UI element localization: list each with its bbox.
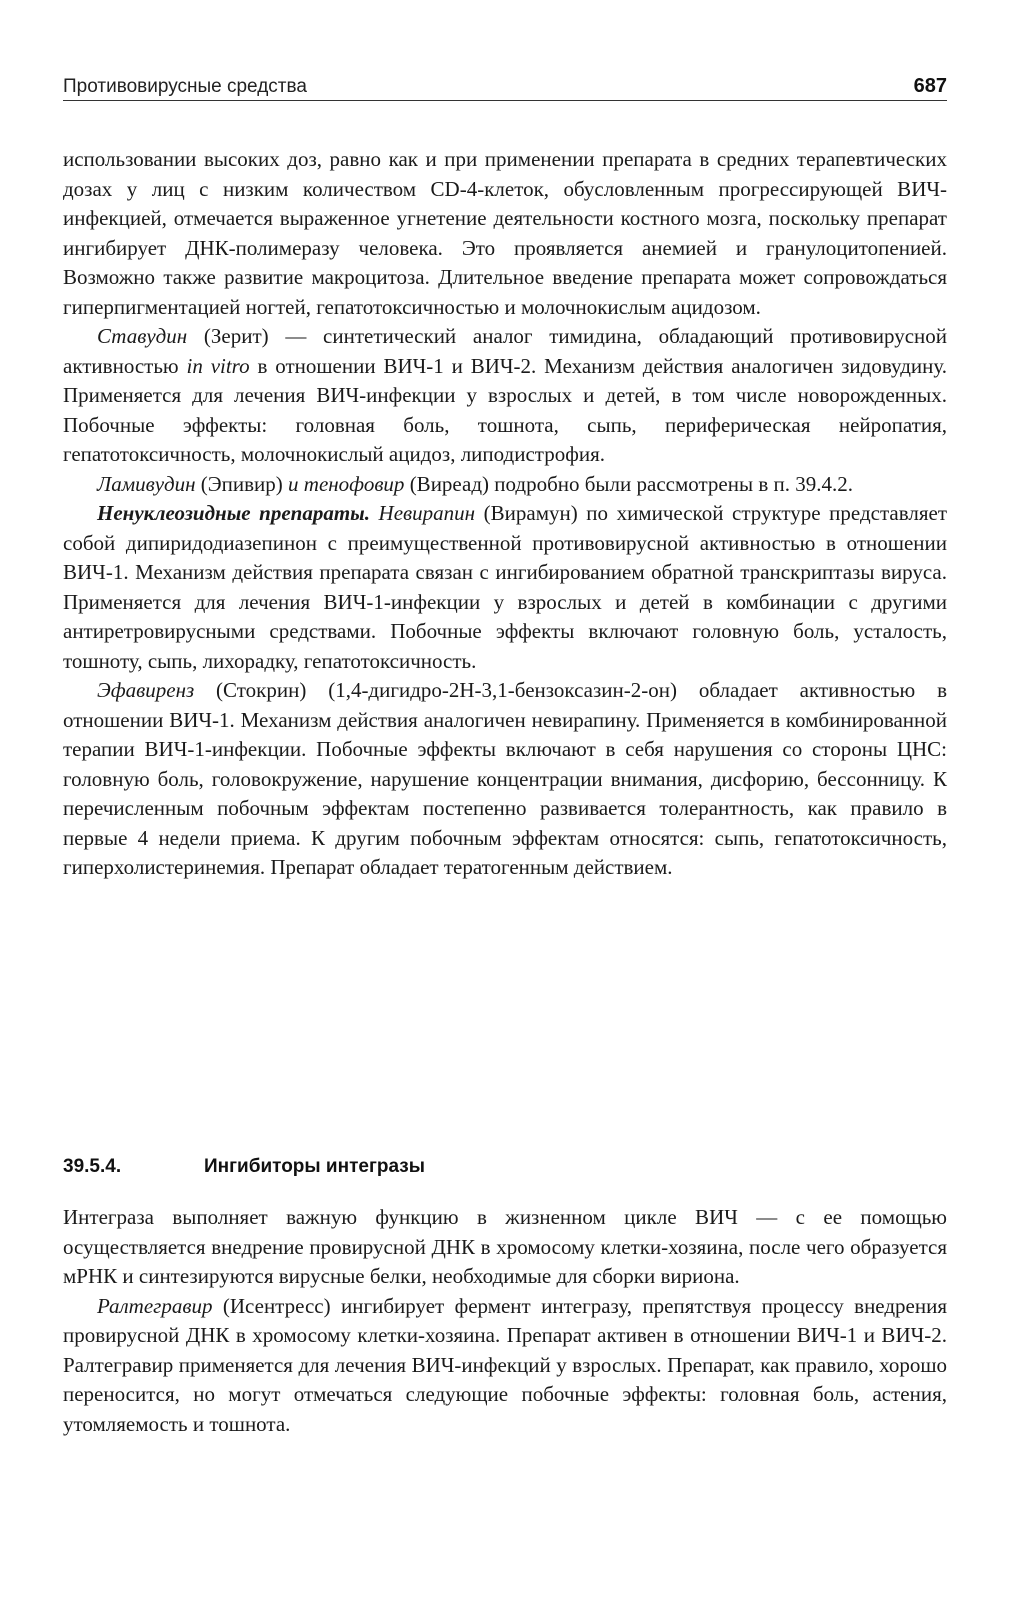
paragraph-text: (Вирамун) по химической структуре представляет собой дипиридодиазепинон с преимущественной противовирусной активностью в отношении ВИЧ-1. Механизм действия препарата связан с ингибированием обратной транскриптазы вируса. Применяется для лечения ВИЧ-1-инфекции у взрослых и детей в комбинации с другими антиретровирусными средствами. Побочные эффекты включают головную боль, усталость, тошноту, сыпь, лихорадку, гепатотоксичность. bbox=[63, 501, 947, 673]
paragraph-nevirapine bbox=[63, 499, 947, 676]
paragraph-stavudine bbox=[63, 322, 947, 470]
page-number: 687 bbox=[913, 75, 947, 97]
drug-name: Ралтегравир bbox=[97, 1293, 213, 1318]
paragraph-raltegravir bbox=[63, 1292, 947, 1440]
section-title: Ингибиторы интегразы bbox=[204, 1156, 425, 1177]
paragraph-lamivudine bbox=[63, 470, 947, 500]
running-header bbox=[63, 72, 947, 101]
paragraph-efavirenz bbox=[63, 676, 947, 883]
paragraph-integrase: Интеграза выполняет важную функцию в жизненном цикле ВИЧ — с ее помощью осуществляется внедрение провирусной ДНК в хромосому клетки-хозяина, после чего образуется мРНК и синтезируются вирусные белки, необходимые для сборки вириона. bbox=[63, 1205, 947, 1288]
paragraph-text: (Виреад) подробно были рассмотрены в п. 39.4.2. bbox=[404, 471, 853, 496]
paragraph-text: (Зерит) — синтетический аналог тимидина, обладающий противовирусной активностью bbox=[63, 324, 947, 378]
paragraph-text: (Исентресс) ингибирует фермент интегразу, препятствуя процессу внедрения провирусной ДНК в хромосому клетки-хозяина. Препарат активен в отношении ВИЧ-1 и ВИЧ-2. Ралтегравир применяется для лечения ВИЧ-инфекций у взрослых. Препарат, как правило, хорошо переносится, но могут отмечаться следующие побочные эффекты: головная боль, астения, утомляемость и тошнота. bbox=[63, 1293, 947, 1436]
body-text-bottom bbox=[63, 1203, 947, 1439]
drug-name: Эфавиренз bbox=[97, 678, 195, 702]
conjunction: и bbox=[288, 471, 299, 496]
paragraph-text: в отношении ВИЧ-1 и ВИЧ-2. Механизм действия аналогичен зидовудину. Применяется для лечения ВИЧ-инфекции у взрослых и детей, в том числе новорожденных. Побочные эффекты: головная боль, тошнота, сыпь, периферическая нейропатия, гепатотоксичность, молочнокислый ацидоз, липодистрофия. bbox=[63, 353, 947, 466]
latin-term: in vitro bbox=[186, 353, 250, 378]
drug-name: Невирапин bbox=[378, 501, 476, 525]
paragraph-continuation: использовании высоких доз, равно как и при применении препарата в средних терапевтических дозах у лиц с низким количеством CD-4-клеток, обусловленным прогрессирующей ВИЧ-инфекцией, отмечается выраженное угнетение деятельности костного мозга, поскольку препарат ингибирует ДНК-полимеразу человека. Это проявляется анемией и гранулоцитопенией. Возможно также развитие макроцитоза. Длительное введение препарата может сопровождаться гиперпигментацией ногтей, гепатотоксичностью и молочнокислым ацидозом. bbox=[63, 147, 947, 319]
drug-name: тенофовир bbox=[303, 471, 405, 496]
section-number: 39.5.4. bbox=[63, 1156, 122, 1177]
run-in-heading: Ненуклеозидные препараты. bbox=[97, 501, 370, 525]
paragraph-text: (Стокрин) (1,4-дигидро-2Н-3,1-бензоксазин-2-он) обладает активностью в отношении ВИЧ-1. Механизм действия аналогичен невирапину. Применяется в комбинированной терапии ВИЧ-1-инфекции. Побочные эффекты включают в себя нарушения со стороны ЦНС: головную боль, головокружение, нарушение концентрации внимания, дисфорию, бессонницу. К перечисленным побочным эффектам постепенно развивается толерантность, как правило в первые 4 недели приема. К другим побочным эффектам относятся: сыпь, гепатотоксичность, гиперхолистеринемия. Препарат обладает тератогенным действием. bbox=[63, 678, 947, 879]
drug-name: Ламивудин bbox=[97, 471, 196, 496]
drug-name: Ставудин bbox=[97, 324, 188, 348]
body-text-top bbox=[63, 145, 947, 883]
paragraph-text: (Эпивир) bbox=[195, 471, 289, 496]
running-title: Противовирусные средства bbox=[63, 76, 307, 97]
